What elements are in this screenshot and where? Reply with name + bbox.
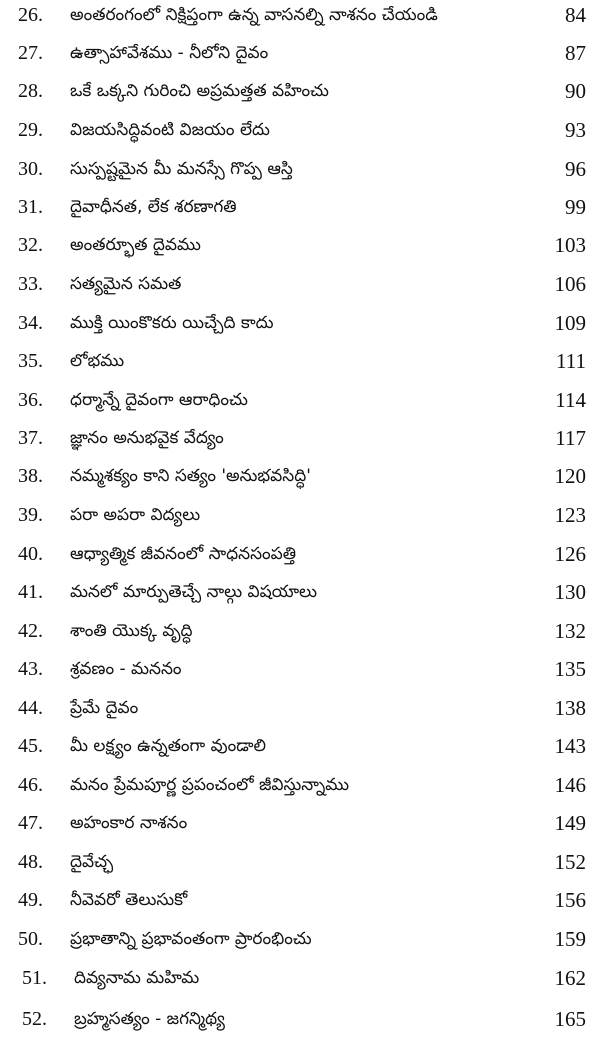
entry-page: 103	[554, 233, 586, 257]
entry-number: 32.	[18, 234, 43, 256]
entry-page: 132	[554, 619, 586, 643]
toc-entry	[0, 381, 600, 419]
entry-number: 31.	[18, 196, 43, 218]
entry-page: 165	[554, 1007, 586, 1031]
entry-title: దివ్యనామ మహిమ	[74, 968, 200, 988]
entry-page: 149	[554, 811, 586, 835]
entry-title: ఒకే ఒక్కని గురించి అప్రమత్తత వహించు	[70, 81, 329, 101]
entry-number: 37.	[18, 427, 43, 449]
entry-page: 90	[565, 79, 586, 103]
toc-entry	[0, 843, 600, 881]
toc-entry	[0, 573, 600, 611]
entry-page: 96	[565, 157, 586, 181]
toc-entry	[0, 535, 600, 573]
entry-page: 106	[554, 272, 586, 296]
entry-page: 117	[555, 426, 586, 450]
toc-entry	[0, 881, 600, 919]
entry-page: 130	[554, 580, 586, 604]
entry-title: సత్యమైన సమత	[70, 274, 182, 294]
entry-number: 36.	[18, 389, 43, 411]
entry-title: మనలో మార్పుతెచ్చే నాల్గు విషయాలు	[70, 582, 317, 602]
entry-title: మనం ప్రేమపూర్ణ ప్రపంచంలో జీవిస్తున్నాము	[70, 775, 350, 795]
entry-page: 99	[565, 195, 586, 219]
entry-title: సుస్పష్టమైన మీ మనస్సే గొప్ప ఆస్తి	[70, 159, 293, 179]
entry-title: పరా అపరా విద్యలు	[70, 505, 201, 525]
entry-number: 45.	[18, 735, 43, 757]
toc-entry	[0, 1000, 600, 1038]
toc-entry	[0, 920, 600, 958]
toc-entry	[0, 457, 600, 495]
entry-page: 162	[554, 966, 586, 990]
entry-title: ప్రభాతాన్ని ప్రభావంతంగా ప్రారంభించు	[70, 929, 312, 949]
entry-title: ముక్తి యింకొకరు యిచ్చేది కాదు	[70, 313, 274, 333]
entry-title: అంతరంగంలో నిక్షిప్తంగా ఉన్న వాసనల్ని నాశనం చేయండి	[70, 5, 438, 25]
entry-number: 52.	[22, 1008, 47, 1030]
entry-title: విజయసిద్ధివంటి విజయం లేదు	[70, 120, 270, 140]
toc-entry	[0, 150, 600, 188]
entry-number: 43.	[18, 658, 43, 680]
entry-page: 152	[554, 850, 586, 874]
entry-page: 114	[555, 388, 586, 412]
entry-page: 111	[556, 349, 586, 373]
entry-number: 30.	[18, 158, 43, 180]
entry-number: 51.	[22, 967, 47, 989]
entry-title: అంతర్భూత దైవము	[70, 235, 201, 255]
toc-entry	[0, 226, 600, 264]
entry-number: 49.	[18, 889, 43, 911]
entry-page: 123	[554, 503, 586, 527]
toc-entry	[0, 804, 600, 842]
entry-page: 93	[565, 118, 586, 142]
toc-entry	[0, 304, 600, 342]
toc-entry	[0, 72, 600, 110]
entry-page: 120	[554, 464, 586, 488]
toc-entry	[0, 34, 600, 72]
entry-page: 84	[565, 3, 586, 27]
entry-number: 39.	[18, 504, 43, 526]
toc-entry	[0, 650, 600, 688]
entry-title: ఆధ్యాత్మిక జీవనంలో సాధనసంపత్తి	[70, 544, 297, 564]
entry-number: 29.	[18, 119, 43, 141]
entry-title: ధర్మాన్నే దైవంగా ఆరాధించు	[70, 390, 248, 410]
toc-entry	[0, 0, 600, 34]
entry-title: శాంతి యొక్క వృద్ధి	[70, 621, 193, 641]
toc-entry	[0, 727, 600, 765]
entry-number: 33.	[18, 273, 43, 295]
entry-number: 40.	[18, 543, 43, 565]
entry-number: 44.	[18, 697, 43, 719]
entry-title: దైవేచ్ఛ	[70, 852, 114, 872]
entry-page: 109	[554, 311, 586, 335]
entry-title: శ్రవణం - మననం	[70, 659, 182, 679]
entry-number: 27.	[18, 42, 43, 64]
toc-entry	[0, 959, 600, 997]
entry-title: లోభము	[70, 351, 125, 371]
toc-entry	[0, 496, 600, 534]
entry-number: 46.	[18, 774, 43, 796]
entry-number: 47.	[18, 812, 43, 834]
entry-number: 26.	[18, 4, 43, 26]
entry-page: 143	[554, 734, 586, 758]
toc-entry	[0, 419, 600, 457]
entry-page: 146	[554, 773, 586, 797]
toc-entry	[0, 265, 600, 303]
entry-title: అహంకార నాశనం	[70, 813, 188, 833]
entry-number: 41.	[18, 581, 43, 603]
entry-title: ప్రేమే దైవం	[70, 698, 139, 718]
entry-number: 48.	[18, 851, 43, 873]
entry-number: 50.	[18, 928, 43, 950]
entry-title: జ్ఞానం అనుభవైక వేద్యం	[70, 428, 224, 448]
entry-page: 135	[554, 657, 586, 681]
toc-entry	[0, 766, 600, 804]
entry-title: ఉత్సాహావేశము - నీలోని దైవం	[70, 43, 269, 63]
entry-page: 87	[565, 41, 586, 65]
entry-number: 34.	[18, 312, 43, 334]
toc-entry	[0, 612, 600, 650]
entry-title: బ్రహ్మసత్యం - జగన్మిథ్య	[74, 1009, 225, 1029]
entry-page: 156	[554, 888, 586, 912]
entry-title: మీ లక్ష్యం ఉన్నతంగా వుండాలి	[70, 736, 266, 756]
entry-page: 159	[554, 927, 586, 951]
entry-title: దైవాధీనత, లేక శరణాగతి	[70, 197, 237, 217]
toc-entry	[0, 111, 600, 149]
toc-entry	[0, 188, 600, 226]
toc-entry	[0, 342, 600, 380]
entry-title: నీవెవరో తెలుసుకో	[70, 890, 188, 910]
entry-page: 126	[554, 542, 586, 566]
entry-page: 138	[554, 696, 586, 720]
toc-entry	[0, 689, 600, 727]
entry-number: 35.	[18, 350, 43, 372]
entry-number: 38.	[18, 465, 43, 487]
entry-number: 28.	[18, 80, 43, 102]
entry-title: నమ్మశక్యం కాని సత్యం 'అనుభవసిద్ధి'	[70, 466, 311, 486]
entry-number: 42.	[18, 620, 43, 642]
